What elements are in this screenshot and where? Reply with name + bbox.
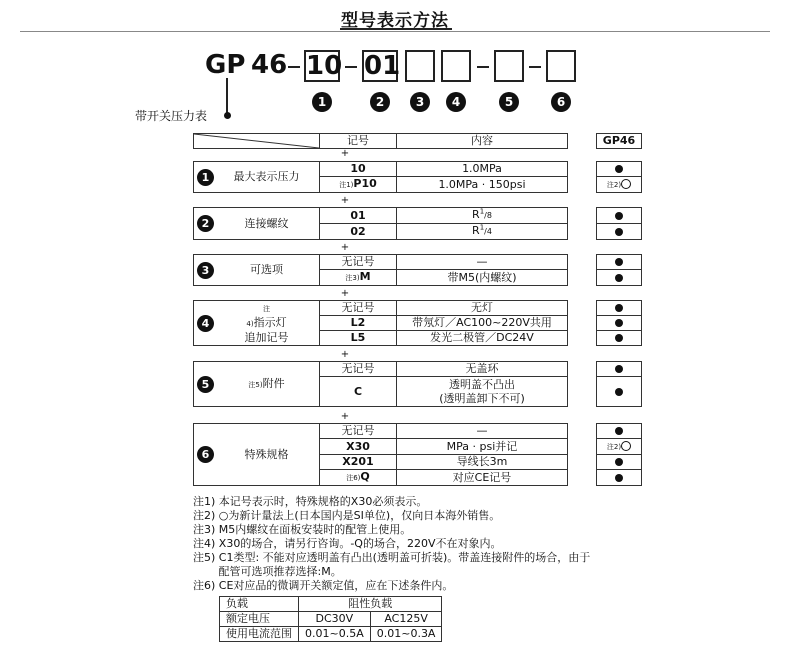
option-content-text: 导线长3m: [456, 455, 508, 468]
code-dash-4: [529, 66, 541, 68]
gp46-mark-cell: [597, 255, 642, 270]
header-content: 内容: [397, 134, 568, 149]
option-code-text: X201: [342, 455, 374, 468]
section-name-text: 可选项: [250, 263, 283, 276]
title-underline: [340, 28, 452, 30]
standard-dot-icon: [615, 212, 623, 220]
section-name: [214, 448, 319, 462]
pressure-gauge-label: 带开关压力表: [135, 109, 208, 123]
table-row: [194, 424, 642, 439]
load-row1-label: 额定电压: [220, 612, 299, 627]
option-section-3: [193, 254, 642, 286]
option-content: [397, 162, 568, 177]
standard-dot-icon: [615, 304, 623, 312]
code-box-3: [405, 50, 435, 82]
option-code: [320, 301, 397, 316]
table-row: [194, 362, 642, 377]
option-code: [320, 362, 397, 377]
header-code: 记号: [320, 134, 397, 149]
option-section-2: [193, 207, 642, 240]
section-name-cell: [194, 162, 320, 193]
standard-dot-icon: [615, 258, 623, 266]
option-code-text: 无记号: [341, 255, 375, 268]
section-name-cell: [194, 301, 320, 346]
thread-sup: 1: [479, 207, 485, 216]
load-row2-ac: 0.01~0.3A: [370, 627, 442, 642]
gp46-mark-cell: [597, 424, 642, 439]
option-code-text: X30: [346, 439, 370, 453]
notes: [193, 495, 590, 593]
section-name-note: 注5): [248, 380, 263, 389]
option-code-note: 注3): [345, 274, 360, 282]
gp46-mark-cell: [597, 362, 642, 377]
table-row: [194, 208, 642, 224]
mark-note: 注2): [606, 443, 622, 451]
option-code: [320, 439, 397, 455]
section-number: 2: [197, 215, 214, 232]
standard-dot-icon: [615, 228, 623, 236]
code-prefix: GP: [205, 50, 246, 80]
option-code-text: L2: [350, 316, 366, 329]
option-code: [320, 331, 397, 346]
gp46-mark-cell: [597, 331, 642, 346]
gp46-mark-cell: [597, 301, 642, 316]
option-code-text: P10: [353, 177, 377, 190]
standard-dot-icon: [615, 427, 623, 435]
section-plus: +: [340, 242, 350, 253]
option-section-1: [193, 161, 642, 193]
option-content: [397, 362, 568, 377]
code-dash-1: [288, 66, 300, 68]
section-name-cell: [194, 362, 320, 407]
standard-dot-icon: [615, 388, 623, 396]
section-plus: +: [340, 288, 350, 299]
standard-dot-icon: [615, 334, 623, 342]
option-code-text: 10: [350, 162, 366, 175]
option-content-text: 1.0MPa: [462, 162, 502, 175]
option-content-text: 无灯: [471, 301, 493, 314]
section-name-text: 指示灯: [253, 316, 287, 329]
option-content-text: 带氖灯／AC100~220V共用: [412, 316, 552, 329]
section-number: 6: [197, 446, 214, 463]
section-name-note: 注: [263, 305, 270, 313]
marker-4: 4: [446, 92, 466, 112]
section-number: 4: [197, 315, 214, 332]
standard-dot-icon: [615, 274, 623, 282]
thread-frac: /8: [484, 211, 492, 220]
option-content-text2: (透明盖卸下不可): [439, 391, 525, 405]
option-content: [397, 208, 568, 224]
note-5-cont: 配管可选项推荐选择:M。: [193, 565, 342, 578]
gp46-mark-cell: [597, 377, 642, 407]
option-code-text: Q: [360, 470, 370, 483]
load-row1-dc: DC30V: [299, 612, 371, 627]
option-code-text: C: [353, 384, 363, 398]
note-4: 注4) X30的场合，请另行咨询。-Q的场合，220V不在对象内。: [193, 537, 502, 550]
option-content: [397, 224, 568, 240]
gp46-mark-cell: [597, 177, 642, 193]
standard-dot-icon: [615, 474, 623, 482]
option-content: [397, 316, 568, 331]
option-code-note: 注1): [339, 181, 354, 189]
option-content: [397, 455, 568, 470]
section-name-cell: [194, 255, 320, 286]
option-code: [320, 224, 397, 240]
gp46-mark-cell: [597, 208, 642, 224]
section-number: 3: [197, 262, 214, 279]
note-6: 注6) CE对应品的微调开关额定值，应在下述条件内。: [193, 579, 454, 592]
table-header: [193, 133, 642, 149]
section-name-text: 附件: [262, 376, 285, 390]
table-row: [194, 301, 642, 316]
gp46-mark-cell: [597, 162, 642, 177]
option-content-text: R: [472, 224, 480, 237]
section-name: [214, 170, 319, 184]
option-section-6: [193, 423, 642, 486]
option-code-text: 无记号: [341, 301, 375, 314]
gauge-leader-line: [226, 78, 228, 115]
diagonal-line: [194, 134, 319, 148]
code-box-1: 10: [306, 51, 343, 81]
option-code: [320, 162, 397, 177]
marker-2: 2: [370, 92, 390, 112]
option-content-text: MPa · psi并记: [446, 439, 518, 453]
gp46-mark-cell: [597, 439, 642, 455]
section-name: [214, 377, 319, 392]
option-content: [397, 331, 568, 346]
section-plus: +: [340, 148, 350, 159]
section-name-cell: [194, 424, 320, 486]
option-code: [320, 255, 397, 270]
option-code-text: 02: [350, 224, 366, 238]
thread-sup: 1: [479, 223, 485, 232]
option-content-text: 带M5(内螺纹): [447, 270, 517, 284]
load-header-1: 负载: [220, 597, 299, 612]
option-content-text: 透明盖不凸出: [449, 377, 515, 391]
option-code-text: M: [359, 270, 371, 283]
code-dash-2: [345, 66, 357, 68]
option-content: [397, 270, 568, 286]
code-box-6: [546, 50, 576, 82]
option-content-text: 1.0MPa · 150psi: [438, 177, 526, 191]
option-code: [320, 316, 397, 331]
option-code: [320, 208, 397, 224]
standard-dot-icon: [615, 365, 623, 373]
section-name: [214, 301, 319, 345]
option-code-note: 注6): [346, 474, 361, 482]
option-content: [397, 470, 568, 486]
option-section-5: [193, 361, 642, 407]
available-circle-icon: [621, 441, 631, 451]
section-plus: +: [340, 349, 350, 360]
thread-frac: /4: [484, 227, 492, 236]
table-row: [194, 255, 642, 270]
section-number: 5: [197, 376, 214, 393]
gp46-mark-cell: [597, 224, 642, 240]
option-content: [397, 439, 568, 455]
section-name: [214, 263, 319, 277]
marker-1: 1: [312, 92, 332, 112]
title-divider: [20, 31, 770, 32]
available-circle-icon: [621, 179, 631, 189]
section-plus: +: [340, 195, 350, 206]
header-diagonal-cell: [194, 134, 320, 149]
code-box-5: [494, 50, 524, 82]
gp46-mark-cell: [597, 470, 642, 486]
option-content-text: R: [472, 208, 480, 221]
marker-6: 6: [551, 92, 571, 112]
gp46-mark-cell: [597, 316, 642, 331]
option-content: [397, 301, 568, 316]
option-content-text: 对应CE记号: [452, 470, 512, 484]
load-row2-label: 使用电流范围: [220, 627, 299, 642]
option-content: [397, 177, 568, 193]
gp46-mark-cell: [597, 270, 642, 286]
standard-dot-icon: [615, 458, 623, 466]
code-box-2: 01: [364, 51, 401, 81]
option-content-text: —: [476, 424, 488, 437]
load-row1-ac: AC125V: [370, 612, 442, 627]
section-name-text: 特殊规格: [244, 447, 289, 461]
note-2: 注2) ○为新计量法上(日本国内是SI单位)，仅向日本海外销售。: [193, 509, 501, 522]
option-content: [397, 255, 568, 270]
code-dash-3: [477, 66, 489, 68]
code-size: 46: [251, 50, 288, 80]
marker-5: 5: [499, 92, 519, 112]
option-code: [320, 270, 397, 286]
option-code: [320, 424, 397, 439]
option-code: [320, 470, 397, 486]
load-header-2: 阻性负载: [299, 597, 442, 612]
option-code-text: 无记号: [341, 424, 375, 437]
table-row: [194, 162, 642, 177]
option-content-text: 发光二极管／DC24V: [430, 331, 534, 344]
load-table: [219, 596, 442, 642]
header-gp46: GP46: [597, 134, 642, 149]
option-code: [320, 455, 397, 470]
option-content: [397, 377, 568, 407]
gp46-mark-cell: [597, 455, 642, 470]
section-plus: +: [340, 411, 350, 422]
option-content-text: 无盖环: [465, 362, 499, 375]
standard-dot-icon: [615, 319, 623, 327]
section-name-text: 最大表示压力: [233, 170, 300, 183]
note-1: 注1) 本记号表示时，特殊规格的X30必须表示。: [193, 495, 428, 508]
option-code: [320, 377, 397, 407]
option-content-text: —: [476, 255, 488, 268]
note-3: 注3) M5内螺纹在面板安装时的配管上使用。: [193, 523, 412, 536]
option-section-4: [193, 300, 642, 346]
marker-3: 3: [410, 92, 430, 112]
standard-dot-icon: [615, 165, 623, 173]
section-name: [214, 217, 319, 231]
section-name-text2: 追加记号: [244, 331, 289, 344]
section-name-text: 连接螺纹: [244, 216, 289, 230]
option-code: [320, 177, 397, 193]
section-name-cell: [194, 208, 320, 240]
option-code-text: 无记号: [341, 362, 375, 375]
load-row2-dc: 0.01~0.5A: [299, 627, 371, 642]
option-code-text: 01: [350, 208, 366, 222]
mark-note: 注2): [606, 181, 622, 189]
option-code-text: L5: [350, 331, 366, 344]
section-name-note2: 4): [246, 320, 254, 328]
option-content: [397, 424, 568, 439]
section-number: 1: [197, 169, 214, 186]
note-5: 注5) C1类型: 不能对应透明盖有凸出(透明盖可折装)。带盖连接附件的场合，由于: [193, 551, 591, 564]
page-title: 型号表示方法: [341, 11, 449, 31]
gauge-leader-dot: [224, 112, 231, 119]
code-box-4: [441, 50, 471, 82]
